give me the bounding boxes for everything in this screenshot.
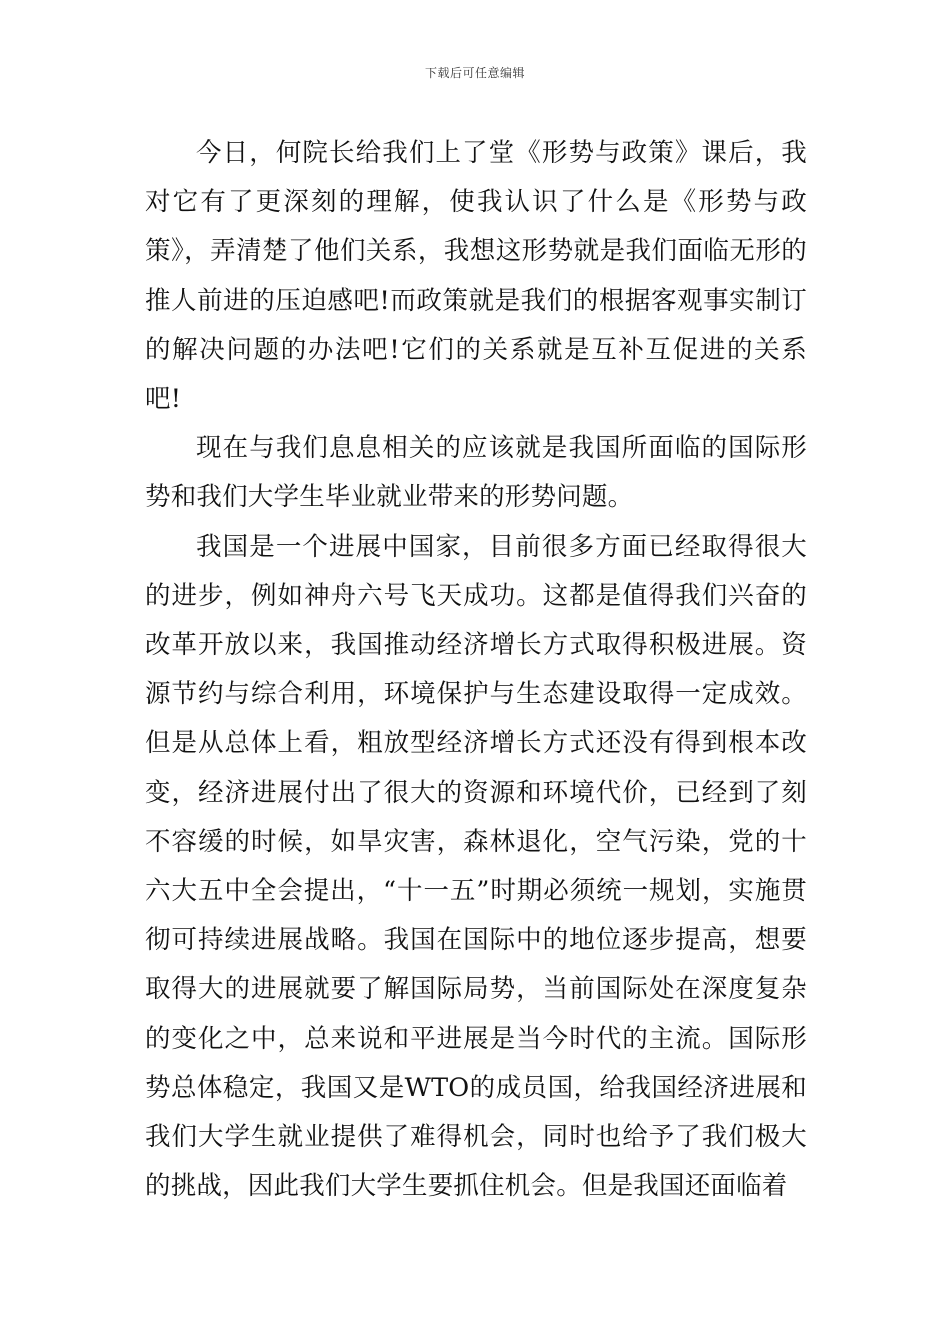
paragraph-3: 我国是一个进展中国家，目前很多方面已经取得很大的进步，例如神舟六号飞天成功。这都是值得我们兴奋的改革开放以来，我国推动经济增长方式取得积极进展。资源节约与综合利用，环境保护与生态建设取得一定成效。但是从总体上看，粗放型经济增长方式还没有得到根本改变，经济进展付出了很大的资源和环境代价，已经到了刻不容缓的时候，如旱灾害，森林退化，空气污染，党的十六大五中全会提出，“十一五”时期必须统一规划，实施贯彻可持续进展战略。我国在国际中的地位逐步提高，想要取得大的进展就要了解国际局势，当前国际处在深度复杂的变化之中，总来说和平进展是当今时代的主流。国际形势总体稳定，我国又是WTO的成员国，给我国经济进展和我们大学生就业提供了难得机会，同时也给予了我们极大的挑战，因此我们大学生要抓住机会。但是我国还面临着 (145, 531, 807, 1202)
paragraph-1: 今日，何院长给我们上了堂《形势与政策》课后，我对它有了更深刻的理解，使我认识了什么是《形势与政策》，弄清楚了他们关系，我想这形势就是我们面临无形的推人前进的压迫感吧!而政策就是我们的根据客观事实制订的解决问题的办法吧!它们的关系就是互补互促进的关系吧! (145, 138, 807, 415)
paragraph-2: 现在与我们息息相关的应该就是我国所面临的国际形势和我们大学生毕业就业带来的形势问题。 (145, 433, 807, 513)
page-header-note: 下载后可任意编辑 (424, 66, 525, 80)
document-body (145, 129, 807, 1211)
